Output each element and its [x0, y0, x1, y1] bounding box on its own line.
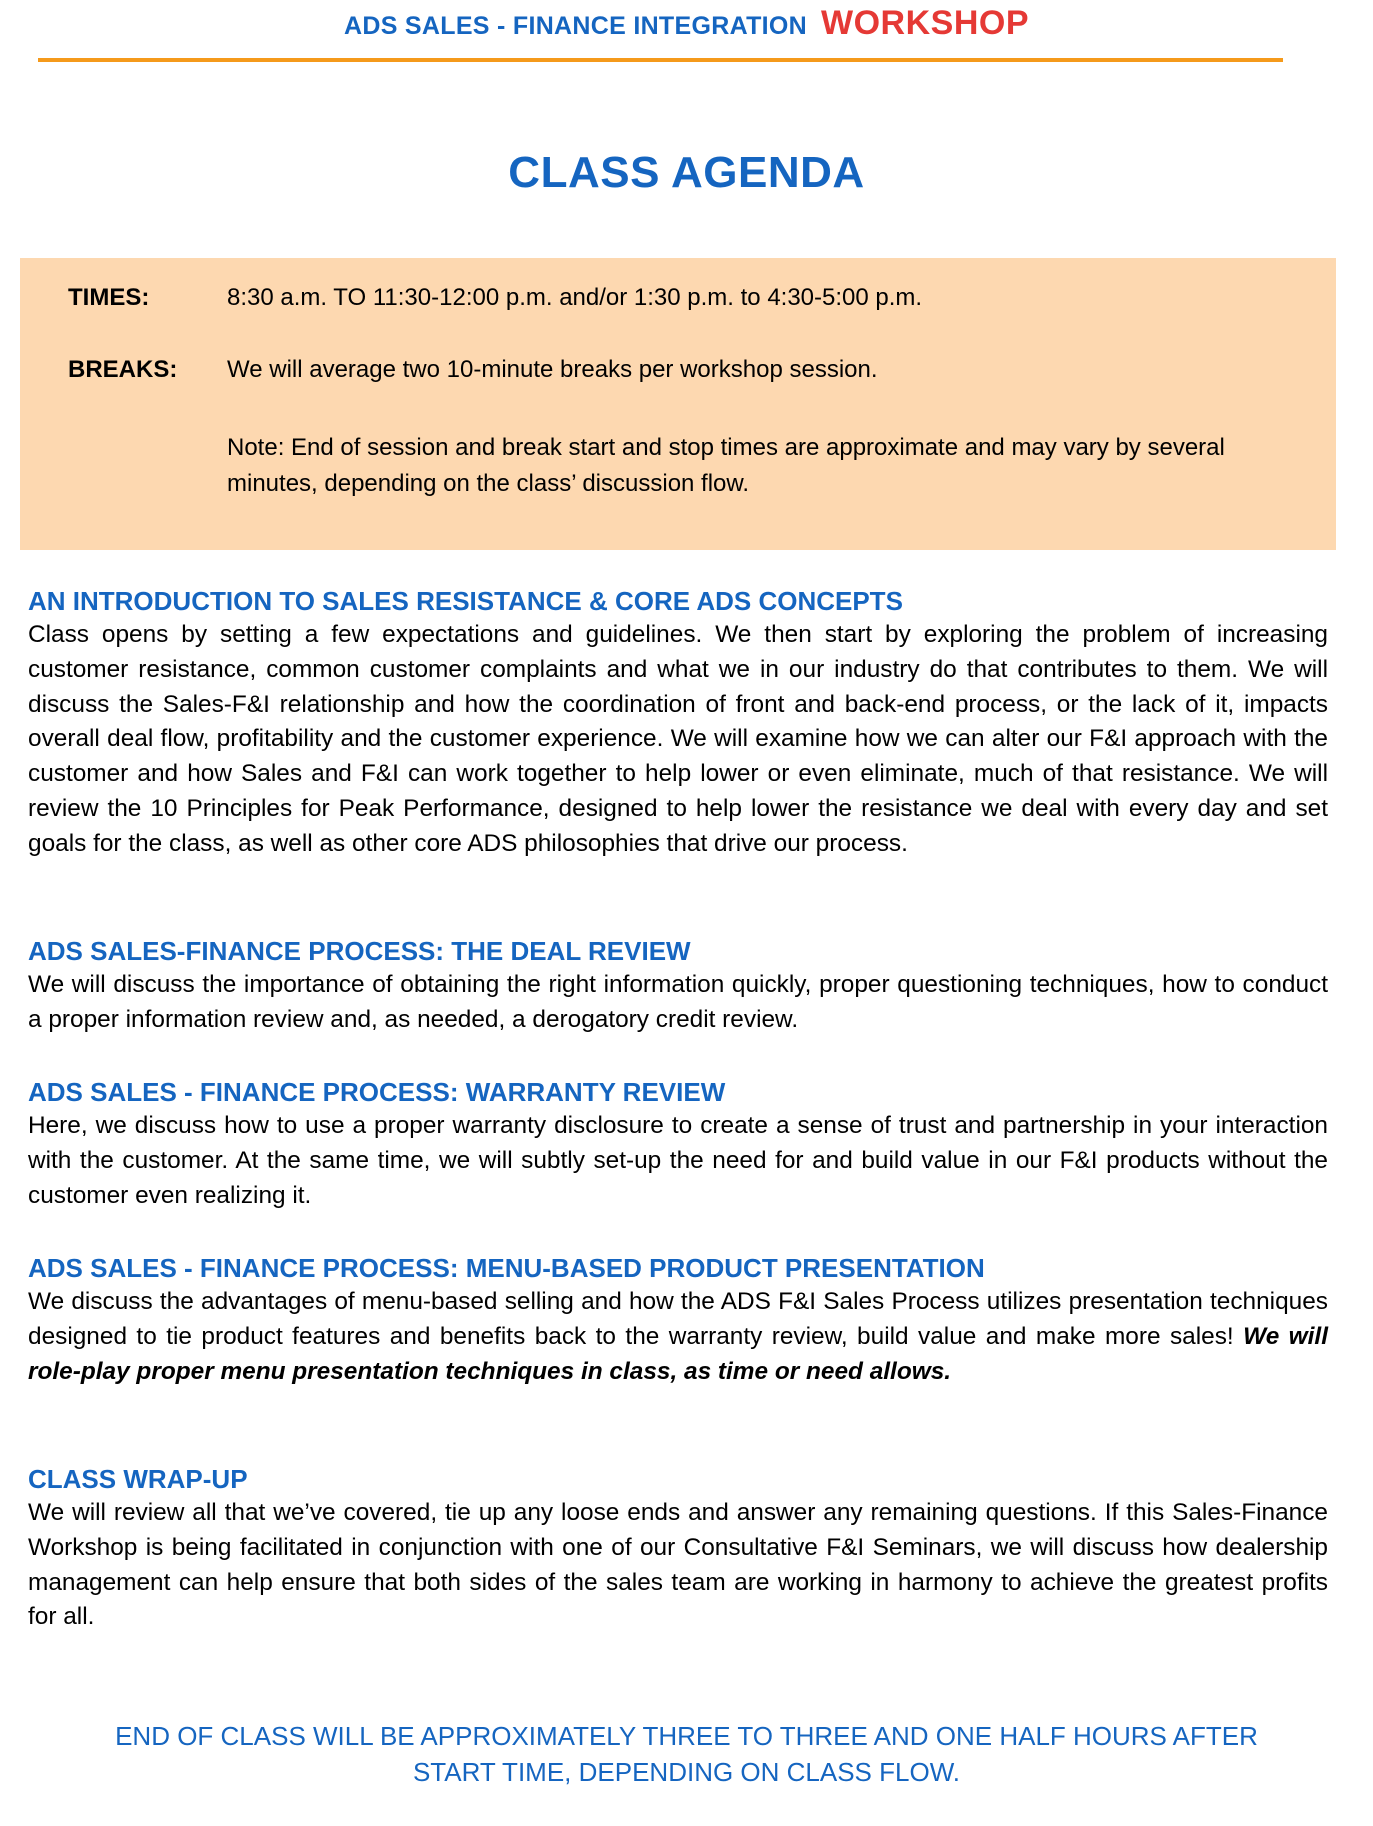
body-part1: We discuss the advantages of menu-based selling and how the: [28, 1288, 715, 1315]
section-menu-presentation: [28, 1251, 1328, 1389]
section-heading: AN INTRODUCTION TO SALES RESISTANCE & CORE ADS CONCEPTS: [28, 586, 903, 616]
header-title-accent: WORKSHOP: [821, 4, 1029, 42]
breaks-value: We will average two 10-minute breaks per workshop session.: [227, 356, 878, 383]
section-body: [28, 1285, 1328, 1389]
times-label: TIMES:: [68, 284, 150, 311]
header-divider: [38, 58, 1283, 62]
section-body: We will review all that we’ve covered, tie up any loose ends and answer any remaining questions. If this Sales-Finance Workshop is being facilitated in conjunction with one of our Consultative F&I Seminars, we will discuss how dealership management can help ensure that both sides of the sales team are working in harmony to achieve the greatest profits for all.: [28, 1499, 1328, 1631]
page-title: CLASS AGENDA: [508, 148, 865, 197]
body-emphasis: We will role-play proper menu presentation techniques in class, as time or need allows.: [28, 1322, 1328, 1385]
section-wrap-up: [28, 1462, 1328, 1635]
section-warranty-review: [28, 1075, 1328, 1213]
breaks-label: BREAKS:: [68, 356, 178, 383]
section-heading: ADS SALES - FINANCE PROCESS: MENU-BASED PRODUCT PRESENTATION: [28, 1253, 985, 1283]
section-heading: CLASS WRAP-UP: [28, 1464, 248, 1494]
section-heading: ADS SALES-FINANCE PROCESS: THE DEAL REVIEW: [28, 936, 691, 966]
section-heading: ADS SALES - FINANCE PROCESS: WARRANTY REVIEW: [28, 1077, 726, 1107]
schedule-box: [20, 258, 1336, 550]
end-of-class-note: [0, 1718, 1373, 1790]
section-body: Here, we discuss how to use a proper warranty disclosure to create a sense of trust and partnership in your interaction with the customer. At the same time, we will subtly set-up the need for and build value in our F&I products without the customer even realizing it.: [28, 1112, 1328, 1209]
section-introduction: [28, 584, 1328, 862]
section-deal-review: [28, 934, 1328, 1038]
footer-line-2: START TIME, DEPENDING ON CLASS FLOW.: [412, 1757, 961, 1787]
document-header: [0, 0, 1373, 50]
times-value: 8:30 a.m. TO 11:30-12:00 p.m. and/or 1:30 p.m. to 4:30-5:00 p.m.: [227, 284, 923, 311]
header-title: [0, 4, 1373, 43]
section-body: We will discuss the importance of obtaining the right information quickly, proper questioning techniques, how to conduct a proper information review and, as needed, a derogatory credit review.: [28, 971, 1328, 1033]
body-part2: utilizes presentation techniques designed to tie product features and benefits back to the warranty review, build value and make more sales!: [28, 1288, 1328, 1350]
section-body: Class opens by setting a few expectations and guidelines. We then start by exploring the problem of increasing customer resistance, common customer complaints and what we in our industry do that contributes to them. We will discuss the Sales-F&I relationship and how the coordination of front and back-end process, or the lack of it, impacts overall deal flow, profitability and the customer experience. We will examine how we can alter our F&I approach with the customer and how Sales and F&I can work together to help lower or even eliminate, much of that resistance. We will review the 10 Principles for Peak Performance, designed to help lower the resistance we deal with every day and set goals for the class, as well as other core ADS philosophies that drive our process.: [28, 621, 1328, 857]
product-name: ADS F&I Sales Process: [720, 1288, 980, 1315]
header-title-main: ADS SALES - FINANCE INTEGRATION: [343, 12, 807, 40]
schedule-note: Note: End of session and break start and stop times are approximate and may vary by several minutes, depending on the class’ discussion flow.: [227, 434, 1225, 497]
footer-line-1: END OF CLASS WILL BE APPROXIMATELY THREE TO THREE AND ONE HALF HOURS AFTER: [115, 1721, 1258, 1751]
